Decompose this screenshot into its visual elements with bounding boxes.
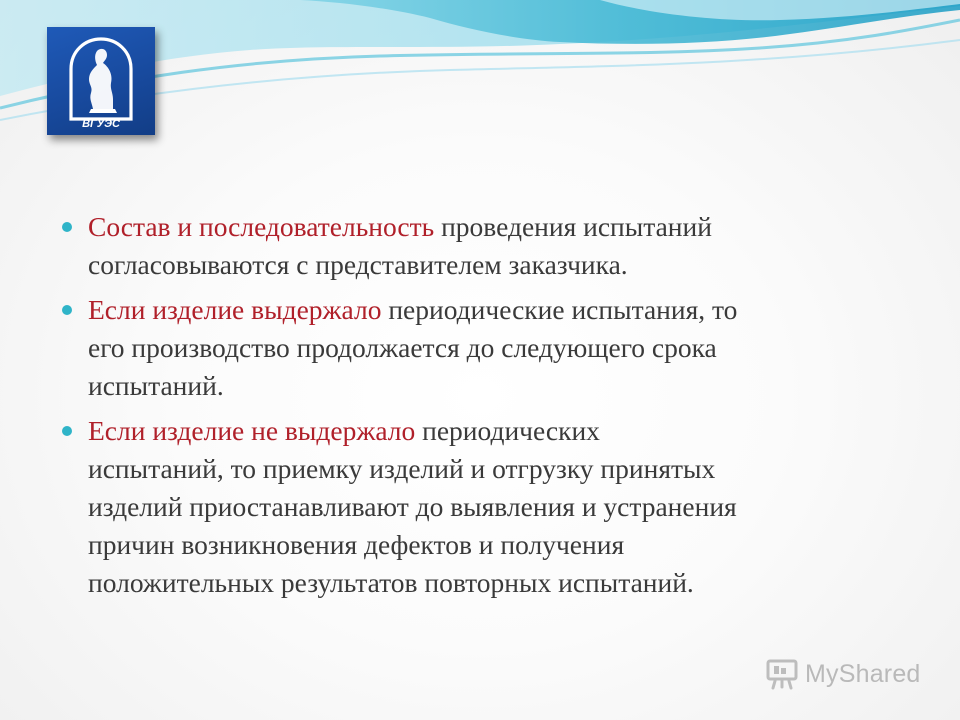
bullet-dot-icon [62, 222, 72, 232]
highlight-text: Если изделие выдержало [88, 294, 382, 325]
body-text: положительных результатов повторных испытаний. [88, 567, 694, 598]
watermark-text: MyShared [805, 659, 921, 688]
body-text: проведения испытаний [434, 211, 712, 242]
body-text: периодических [415, 415, 600, 446]
bullet-dot-icon [62, 305, 72, 315]
list-item [60, 412, 910, 602]
highlight-text: Состав и последовательность [88, 211, 435, 242]
body-text: согласовываются с представителем заказчика. [88, 249, 628, 280]
bullet-list [60, 208, 910, 609]
statue-emblem-icon [47, 27, 155, 135]
body-text: его производство продолжается до следующего срока [88, 332, 717, 363]
body-text: испытаний, то приемку изделий и отгрузку принятых [88, 453, 716, 484]
myshared-watermark [765, 652, 921, 696]
svg-text:ВГУЭС: ВГУЭС [82, 118, 120, 130]
body-text: периодические испытания, то [381, 294, 738, 325]
body-text: изделий приостанавливают до выявления и устранения [88, 491, 737, 522]
body-text: испытаний. [88, 370, 224, 401]
list-item [60, 208, 910, 284]
myshared-presentation-icon [765, 657, 799, 691]
highlight-text: Если изделие не выдержало [88, 415, 416, 446]
university-logo [47, 27, 155, 135]
bullet-dot-icon [62, 426, 72, 436]
body-text: причин возникновения дефектов и получения [88, 529, 625, 560]
list-item [60, 291, 910, 405]
